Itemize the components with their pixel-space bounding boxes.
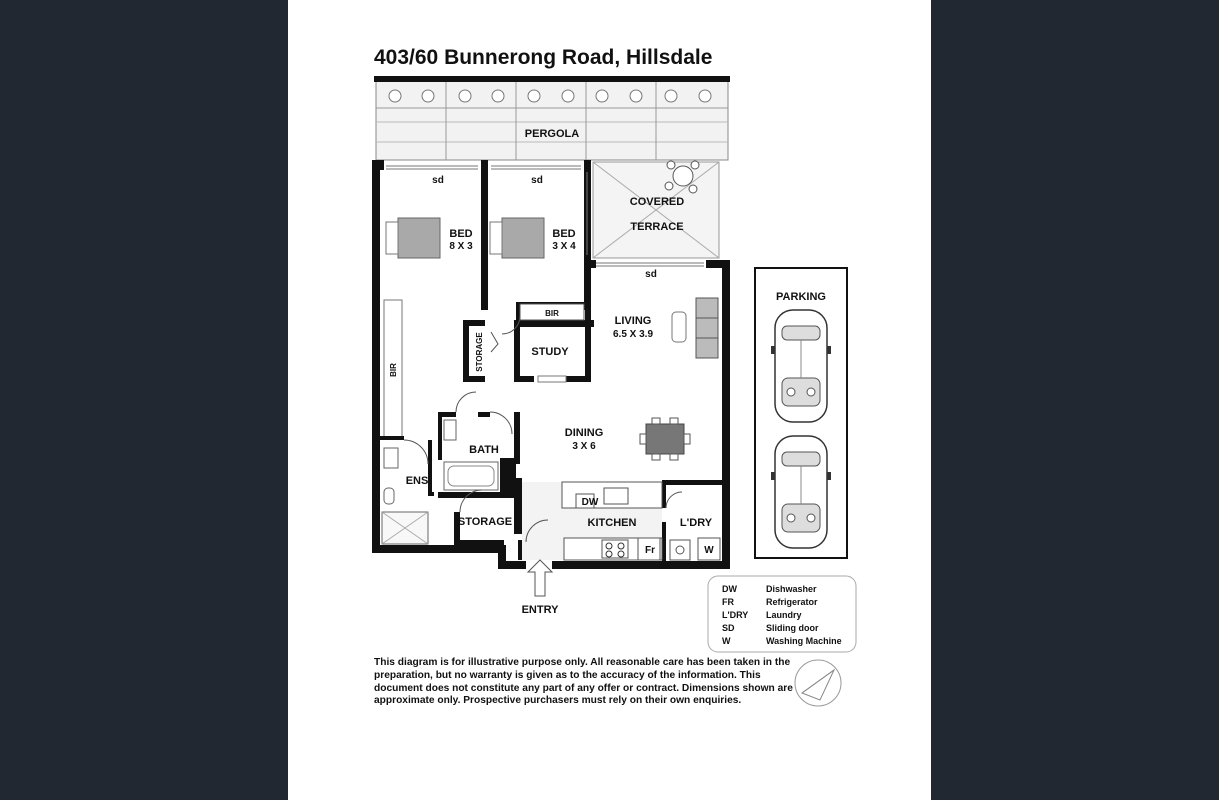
living-dimensions: 6.5 X 3.9: [612, 329, 654, 340]
legend-code: SD: [722, 623, 735, 633]
covered-terrace: [593, 161, 719, 258]
storage-label: STORAGE: [475, 332, 484, 372]
disclaimer-text: This diagram is for illustrative purpose only. All reasonable care has been taken in the preparation, but no warranty is given as to the accuracy of the information. This document does not constitute any part of any offer or contract. Dimensions shown are approximate only. Prospective purchasers must rely on their own enquiries.: [374, 657, 793, 707]
bath-label: BATH: [469, 444, 499, 456]
car-top-icon: [771, 310, 831, 422]
dining-table: [640, 418, 690, 460]
dining-label: DINING: [564, 427, 604, 439]
bed-two-dimensions: 3 X 4: [552, 241, 576, 252]
bed-one-bed: [386, 218, 440, 258]
bed-one-label: BED: [449, 228, 473, 240]
washing-machine-label: W: [704, 545, 714, 556]
sliding-door-label: sd: [432, 175, 444, 186]
study-label: STUDY: [531, 346, 569, 358]
bir-label: BIR: [389, 363, 398, 377]
bed-two-label: BED: [552, 228, 576, 240]
car-top-icon: [771, 436, 831, 548]
entry-label: ENTRY: [521, 604, 559, 616]
sliding-door-label: sd: [645, 269, 657, 280]
legend-code: FR: [722, 597, 734, 607]
entry-arrow-icon: [528, 560, 552, 596]
legend-code: L'DRY: [722, 610, 749, 620]
bed-one-dimensions: 8 X 3: [449, 241, 473, 252]
floor-plan-page: [288, 0, 931, 800]
legend-desc: Refrigerator: [766, 597, 818, 607]
dishwasher-label: DW: [581, 497, 599, 508]
storage-label: STORAGE: [457, 516, 513, 528]
legend-code: W: [722, 636, 731, 646]
legend-desc: Laundry: [766, 610, 802, 620]
living-furniture: [672, 298, 718, 358]
covered-label: COVERED: [629, 196, 685, 208]
bir-label: BIR: [545, 309, 559, 318]
ensuite-fixtures: [382, 440, 428, 544]
sliding-door-label: sd: [531, 175, 543, 186]
living-label: LIVING: [614, 315, 652, 327]
parking-label: PARKING: [776, 291, 826, 303]
kitchen-label: KITCHEN: [587, 517, 637, 529]
dining-dimensions: 3 X 6: [572, 441, 596, 452]
legend-desc: Dishwasher: [766, 584, 817, 594]
legend-desc: Washing Machine: [766, 636, 842, 646]
bed-two-bed: [490, 218, 544, 258]
pergola: [374, 76, 730, 160]
terrace-label: TERRACE: [630, 221, 684, 233]
property-title: 403/60 Bunnerong Road, Hillsdale: [374, 46, 713, 69]
laundry-label: L'DRY: [679, 517, 713, 529]
legend-desc: Sliding door: [766, 623, 819, 633]
legend-code: DW: [722, 584, 737, 594]
fridge-label: Fr: [645, 545, 655, 556]
ensuite-label: ENS: [405, 475, 429, 487]
pergola-label: PERGOLA: [524, 128, 580, 140]
